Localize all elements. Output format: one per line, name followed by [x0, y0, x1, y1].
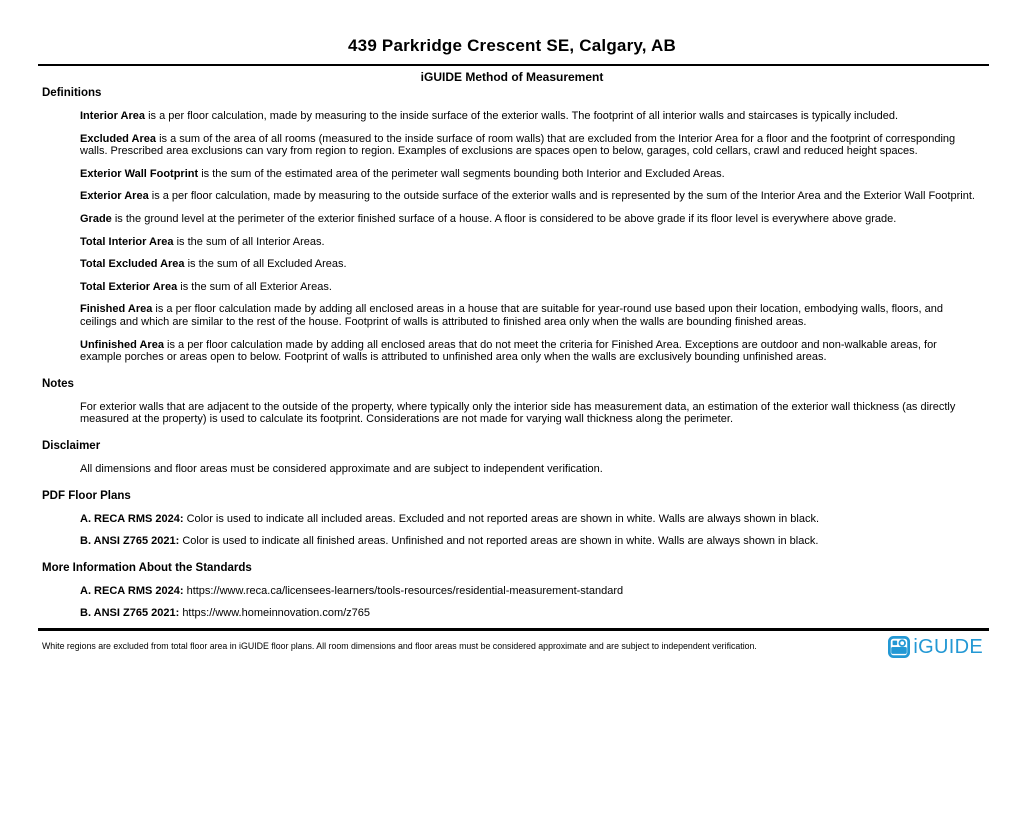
page-subtitle: iGUIDE Method of Measurement — [420, 70, 604, 84]
definition-text: is a per floor calculation, made by measuring to the inside surface of the exterior walls. The footprint of all interior walls and staircases is typically included. — [148, 110, 899, 122]
definition-total-exterior-area — [80, 281, 980, 294]
definition-total-interior-area — [80, 236, 980, 249]
definition-term: Finished Area — [80, 303, 153, 316]
definition-text: is a sum of the area of all rooms (measured to the inside surface of room walls) that are excluded from the Interior Area for a floor and the footprint of corresponding walls. Prescribed area exclusions can vary from region to region. Examples of exclusions are spaces open to below, garages, cold cellars, crawl and reduced height spaces. — [80, 132, 956, 158]
definition-text: is the ground level at the perimeter of the exterior finished surface of a house. A floor is considered to be above grade if its floor level is everywhere above grade. — [114, 212, 897, 225]
definition-exterior-wall-footprint — [80, 168, 980, 181]
document-page — [0, 36, 1024, 827]
definition-text: is a per floor calculation made by adding all enclosed areas in a house that are suitable for year-round use based upon their location, embodying walls, floors, and ceilings and which are similar to the rest of the house. Footprint of walls is attributed to finished area only when the walls are bounding finished areas. — [80, 303, 943, 328]
standard-label: A. RECA RMS 2024: — [80, 584, 184, 597]
camera-icon — [888, 636, 910, 658]
standard-text: Color is used to indicate all included areas. Excluded and not reported areas are shown in white. Walls are always shown in black. — [186, 512, 820, 525]
definition-term: Exterior Wall Footprint — [80, 167, 199, 180]
standard-label: B. ANSI Z765 2021: — [80, 607, 180, 620]
footer-disclaimer: White regions are excluded from total floor area in iGUIDE floor plans. All room dimensions and floor areas must be considered approximate and are subject to independent verification. — [42, 641, 757, 652]
iguide-logo-text: iGUIDE — [913, 635, 983, 658]
definition-text: is the sum of all Excluded Areas. — [187, 258, 347, 271]
definition-text: is the sum of all Exterior Areas. — [180, 280, 332, 293]
definition-term: Exterior Area — [80, 190, 149, 203]
more-info-heading: More Information About the Standards — [42, 561, 252, 574]
definition-text: is the sum of all Interior Areas. — [176, 235, 325, 248]
title-divider — [38, 64, 989, 66]
standard-url[interactable]: https://www.reca.ca/licensees-learners/tools-resources/residential-measurement-standard — [186, 584, 624, 597]
iguide-logo — [888, 636, 983, 658]
definition-finished-area — [80, 303, 980, 328]
standard-url[interactable]: https://www.homeinnovation.com/z765 — [182, 607, 371, 620]
definition-term: Excluded Area — [80, 132, 157, 145]
standard-text: Color is used to indicate all finished areas. Unfinished and not reported areas are shown in white. Walls are always shown in black. — [182, 535, 819, 548]
definition-term: Total Interior Area — [80, 235, 174, 248]
standard-label: A. RECA RMS 2024: — [80, 512, 184, 525]
definition-grade — [80, 213, 980, 226]
footer-bar — [38, 628, 989, 658]
pdf-floor-plans-item-reca — [80, 513, 980, 526]
definition-excluded-area — [80, 133, 980, 158]
definition-term: Total Exterior Area — [80, 280, 178, 293]
standard-label: B. ANSI Z765 2021: — [80, 535, 180, 548]
disclaimer-paragraph: All dimensions and floor areas must be considered approximate and are subject to independent verification. — [80, 462, 603, 475]
definition-term: Interior Area — [80, 110, 146, 122]
pdf-floor-plans-item-ansi — [80, 535, 980, 548]
notes-heading: Notes — [42, 377, 74, 390]
definition-text: is a per floor calculation, made by measuring to the outside surface of the exterior walls and is represented by the sum of the Interior Area and the Exterior Wall Footprint. — [151, 190, 975, 203]
standards-link-reca — [80, 585, 980, 598]
definition-term: Unfinished Area — [80, 338, 164, 351]
definitions-heading: Definitions — [42, 87, 102, 99]
definition-exterior-area — [80, 190, 980, 203]
standards-link-ansi — [80, 607, 980, 620]
definition-total-excluded-area — [80, 258, 980, 271]
notes-paragraph: For exterior walls that are adjacent to the outside of the property, where typically only the interior side has measurement data, an estimation of the exterior wall thickness (as directly measured at the property) is used to calculate its footprint. Considerations are not made for varying wall thickness along the perimeter. — [80, 400, 956, 426]
definition-interior-area — [80, 110, 980, 123]
disclaimer-heading: Disclaimer — [42, 439, 101, 452]
page-title: 439 Parkridge Crescent SE, Calgary, AB — [348, 36, 676, 55]
definition-text: is the sum of the estimated area of the perimeter wall segments bounding both Interior and Excluded Areas. — [201, 167, 725, 180]
definition-term: Grade — [80, 212, 112, 225]
definition-unfinished-area — [80, 339, 980, 364]
pdf-floor-plans-heading: PDF Floor Plans — [42, 489, 131, 502]
definition-text: is a per floor calculation made by adding all enclosed areas that do not meet the criteria for Finished Area. Exceptions are outdoor and non-walkable areas, for example porches or areas open to below. Footprint of walls is attributed to unfinished area only when the walls are exclusively bounding unfinished areas. — [80, 338, 937, 364]
definition-term: Total Excluded Area — [80, 258, 185, 271]
